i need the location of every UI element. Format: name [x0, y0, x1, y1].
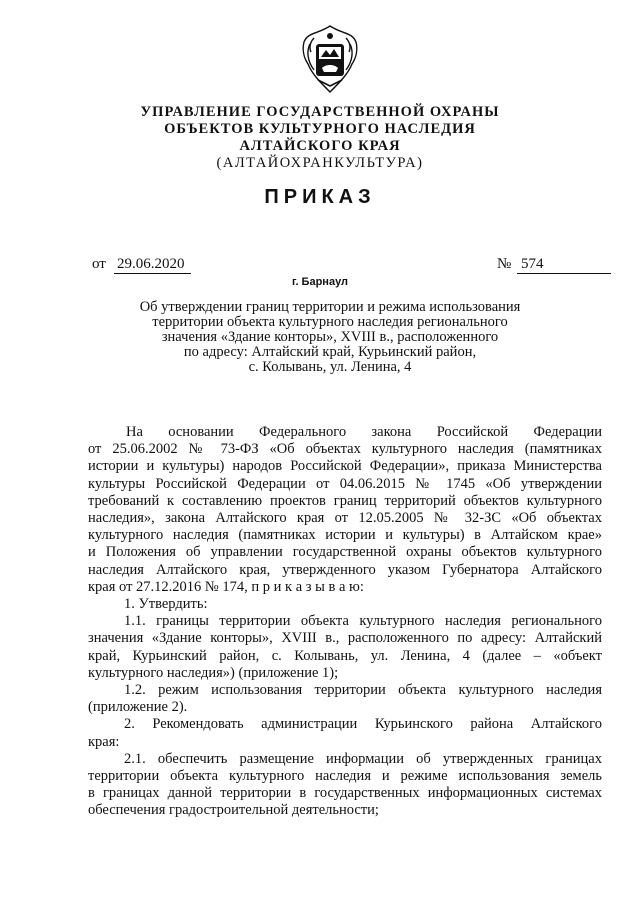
body-line: значения «Здание конторы», XVIII в., расположенного по адресу: Алтайский [88, 630, 602, 647]
subject-line: территории объекта культурного наследия регионального [152, 314, 508, 330]
body-line: культурного наследия (памятниках истории и культуры) в Алтайском крае» [88, 527, 602, 544]
body-line: территории объекта культурного наследия и режиме использования земель [88, 768, 602, 785]
body-line: На основании Федерального закона Российской Федерации [126, 424, 602, 440]
subject-line: с. Колывань, ул. Ленина, 4 [248, 359, 412, 375]
body-line: в границах данной территории в государственных информационных системах [88, 785, 602, 802]
date-number-row [92, 256, 612, 276]
subject-line: значения «Здание конторы», XVIII в., расположенного [161, 329, 499, 345]
subject-line: по адресу: Алтайский край, Курьинский район, [183, 344, 477, 360]
org-line-2: ОБЪЕКТОВ КУЛЬТУРНОГО НАСЛЕДИЯ [164, 121, 476, 137]
body-line: культуры Российской Федерации от 04.06.2015 № 1745 «Об утверждении [88, 475, 602, 492]
body-line: от 25.06.2002 № 73-ФЗ «Об объектах культурного наследия (памятниках [88, 441, 602, 458]
date-label: от [92, 256, 106, 272]
document-type-title: ПРИКАЗ [264, 186, 376, 208]
body-line: края от 27.12.2016 № 174, п р и к а з ы в а ю: [88, 578, 364, 595]
document-subject [120, 300, 540, 375]
org-line-1: УПРАВЛЕНИЕ ГОСУДАРСТВЕННОЙ ОХРАНЫ [140, 104, 500, 120]
body-line: (приложение 2). [88, 699, 188, 716]
body-line: края: [88, 733, 120, 750]
body-line: истории и культуры) народов Российской Федерации», приказа Министерства [88, 458, 602, 475]
altai-coat-of-arms-icon [296, 22, 364, 96]
subject-line: Об утверждении границ территории и режима использования [139, 299, 521, 315]
body-line: требований к составлению проектов границ территорий объектов культурного [88, 492, 602, 509]
body-line: обеспечения градостроительной деятельности; [88, 802, 379, 819]
city: г. Барнаул [291, 276, 349, 288]
number-label: № [497, 256, 512, 272]
body-line: наследия», закона Алтайского края от 12.05.2005 № 32-ЗС «Об объектах [88, 510, 602, 527]
body-line: наследия Алтайского края, утвержденного указом Губернатора Алтайского [88, 561, 602, 578]
document-number: 574 [517, 256, 611, 274]
body-line: 1.1. границы территории объекта культурного наследия регионального [124, 613, 602, 630]
body-line: культурного наследия») (приложение 1); [88, 664, 339, 681]
body-line: и Положения об управлении государственной охраны объектов культурного [88, 544, 602, 561]
organization-name [0, 104, 640, 172]
body-line: 1. Утвердить: [124, 596, 208, 613]
body-line: 2. Рекомендовать администрации Курьинского района Алтайского [124, 716, 602, 733]
document-date: 29.06.2020 [114, 256, 191, 274]
org-abbreviation: (АЛТАЙОХРАНКУЛЬТУРА) [216, 155, 424, 171]
org-line-3: АЛТАЙСКОГО КРАЯ [239, 138, 401, 154]
document-body [88, 424, 602, 820]
body-line: край, Курьинский район, с. Колывань, ул. Ленина, 4 (далее – «объект [88, 647, 602, 664]
body-line: 2.1. обеспечить размещение информации об утвержденных границах [124, 750, 602, 767]
body-line: 1.2. режим использования территории объекта культурного наследия [124, 682, 602, 699]
